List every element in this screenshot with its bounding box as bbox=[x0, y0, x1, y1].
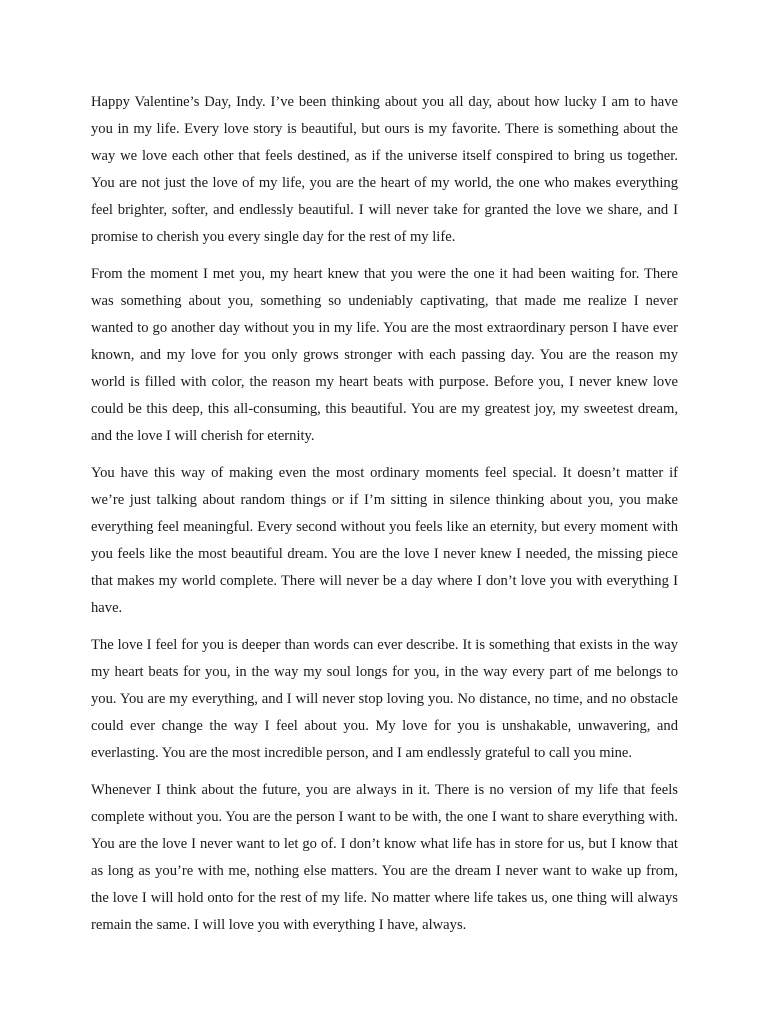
paragraph-2: From the moment I met you, my heart knew that you were the one it had been waiting for. There was something about you, something so undeniably captivating, that made me realize I never wanted to go another day without you in my life. You are the most extraordinary person I have ever known, and my love for you only grows stronger with each passing day. You are the reason my world is filled with color, the reason my heart beats with purpose. Before you, I never knew love could be this deep, this all-consuming, this beautiful. You are my greatest joy, my sweetest dream, and the love I will cherish for eternity. bbox=[91, 266, 678, 444]
paragraph-3: You have this way of making even the most ordinary moments feel special. It doesn’t matter if we’re just talking about random things or if I’m sitting in silence thinking about you, you make everything feel meaningful. Every second without you feels like an eternity, but every moment with you feels like the most beautiful dream. You are the love I never knew I needed, the missing piece that makes my world complete. There will never be a day where I don’t love you with everything I have. bbox=[91, 465, 678, 616]
letter-body bbox=[91, 89, 678, 949]
paragraph-1: Happy Valentine’s Day, Indy. I’ve been thinking about you all day, about how lucky I am to have you in my life. Every love story is beautiful, but ours is my favorite. There is something about the way we love each other that feels destined, as if the universe itself conspired to bring us together. You are not just the love of my life, you are the heart of my world, the one who makes everything feel brighter, softer, and endlessly beautiful. I will never take for granted the love we share, and I promise to cherish you every single day for the rest of my life. bbox=[91, 94, 678, 245]
paragraph-4: The love I feel for you is deeper than words can ever describe. It is something that exists in the way my heart beats for you, in the way my soul longs for you, in the way every part of me belongs to you. You are my everything, and I will never stop loving you. No distance, no time, and no obstacle could ever change the way I feel about you. My love for you is unshakable, unwavering, and everlasting. You are the most incredible person, and I am endlessly grateful to call you mine. bbox=[91, 637, 678, 761]
paragraph-5: Whenever I think about the future, you are always in it. There is no version of my life that feels complete without you. You are the person I want to be with, the one I want to share everything with. You are the love I never want to let go of. I don’t know what life has in store for us, but I know that as long as you’re with me, nothing else matters. You are the dream I never want to wake up from, the love I will hold onto for the rest of my life. No matter where life takes us, one thing will always remain the same. I will love you with everything I have, always. bbox=[91, 782, 678, 933]
